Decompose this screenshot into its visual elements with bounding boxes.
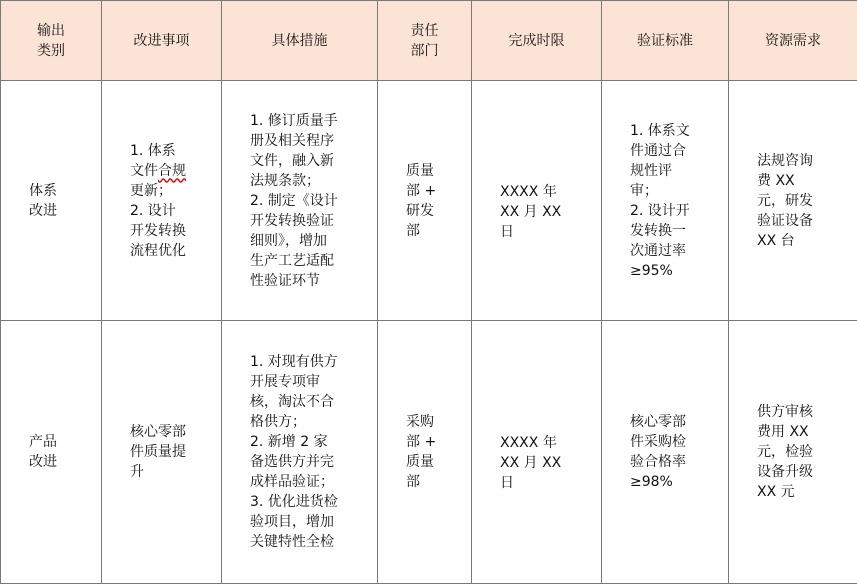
cell-line: 开发转换 bbox=[130, 221, 211, 241]
cell-line: 日 bbox=[500, 222, 591, 242]
cell-line: 生产工艺适配 bbox=[250, 251, 367, 271]
row1-category-cell bbox=[1, 81, 102, 321]
cell-line: 核，淘汰不合 bbox=[250, 392, 367, 412]
row2-verification bbox=[602, 412, 728, 492]
cell-line: 法规条款； bbox=[250, 171, 367, 191]
header-category bbox=[1, 1, 102, 81]
cell-line: 册及相关程序 bbox=[250, 131, 367, 151]
row2-resources bbox=[729, 402, 857, 502]
header-deadline: 完成时限 bbox=[472, 1, 602, 81]
row1-verification-cell bbox=[602, 81, 729, 321]
cell-line: 设备升级 bbox=[757, 462, 847, 482]
cell-line: 2. 制定《设计 bbox=[250, 191, 367, 211]
cell-line: 部 + bbox=[406, 181, 461, 201]
cell-line: 费用 XX bbox=[757, 422, 847, 442]
row1-items-cell bbox=[102, 81, 222, 321]
cell-line: 2. 设计 bbox=[130, 201, 211, 221]
cell-line: 日 bbox=[500, 473, 591, 493]
cell-line: 部 bbox=[406, 221, 461, 241]
cell-line: 文件合规 bbox=[130, 161, 211, 181]
row1-resources bbox=[729, 151, 857, 251]
row1-items bbox=[102, 141, 221, 261]
row1-verification bbox=[602, 121, 728, 281]
cell-line: 改进 bbox=[29, 452, 91, 472]
cell-line: 元，研发 bbox=[757, 191, 847, 211]
table-row bbox=[1, 81, 857, 321]
cell-line: 费 XX bbox=[757, 171, 847, 191]
cell-line: XX 月 XX bbox=[500, 453, 591, 473]
row2-verification-cell bbox=[602, 321, 729, 584]
row2-deadline bbox=[472, 433, 601, 493]
header-measures: 具体措施 bbox=[222, 1, 378, 81]
row1-department-cell bbox=[378, 81, 472, 321]
row2-resources-cell bbox=[729, 321, 857, 584]
cell-line: 1. 体系 bbox=[130, 141, 211, 161]
header-category-line2: 类别 bbox=[1, 41, 101, 61]
cell-line: 1. 体系文 bbox=[630, 121, 718, 141]
cell-line: ≥95% bbox=[630, 261, 718, 281]
cell-line: 部 bbox=[406, 472, 461, 492]
row2-items-cell bbox=[102, 321, 222, 584]
cell-line: XX 台 bbox=[757, 231, 847, 251]
row1-measures-cell bbox=[222, 81, 378, 321]
cell-line: 采购 bbox=[406, 412, 461, 432]
row2-items bbox=[102, 422, 221, 482]
cell-line: 件质量提 bbox=[130, 442, 211, 462]
cell-line: 文件，融入新 bbox=[250, 151, 367, 171]
cell-line: 细则》，增加 bbox=[250, 231, 367, 251]
cell-line: 验项目，增加 bbox=[250, 512, 367, 532]
row1-deadline bbox=[472, 182, 601, 242]
cell-line: 备选供方并完 bbox=[250, 452, 367, 472]
cell-line: 2. 设计开 bbox=[630, 201, 718, 221]
row2-category-cell bbox=[1, 321, 102, 584]
cell-line: 发转换一 bbox=[630, 221, 718, 241]
header-items: 改进事项 bbox=[102, 1, 222, 81]
cell-line: 验证设备 bbox=[757, 211, 847, 231]
cell-line: 开展专项审 bbox=[250, 372, 367, 392]
cell-line: 研发 bbox=[406, 201, 461, 221]
header-verification: 验证标准 bbox=[602, 1, 729, 81]
cell-line: 法规咨询 bbox=[757, 151, 847, 171]
cell-line: 规性评 bbox=[630, 161, 718, 181]
cell-line: 1. 修订质量手 bbox=[250, 111, 367, 131]
cell-line: 性验证环节 bbox=[250, 271, 367, 291]
cell-line: 供方审核 bbox=[757, 402, 847, 422]
row1-department bbox=[378, 161, 471, 241]
header-category-line1: 输出 bbox=[1, 21, 101, 41]
row2-measures bbox=[222, 352, 377, 552]
table-row bbox=[1, 321, 857, 584]
row2-deadline-cell bbox=[472, 321, 602, 584]
header-row bbox=[1, 1, 857, 81]
row2-measures-cell bbox=[222, 321, 378, 584]
cell-line: 次通过率 bbox=[630, 241, 718, 261]
cell-line: XXXX 年 bbox=[500, 433, 591, 453]
cell-line: 开发转换验证 bbox=[250, 211, 367, 231]
cell-line: 部 + bbox=[406, 432, 461, 452]
cell-line: 元，检验 bbox=[757, 442, 847, 462]
cell-line: ≥98% bbox=[630, 472, 718, 492]
row1-measures bbox=[222, 111, 377, 291]
cell-line: 2. 新增 2 家 bbox=[250, 432, 367, 452]
cell-line: 产品 bbox=[29, 432, 91, 452]
spellcheck-underline: 合规 bbox=[158, 163, 186, 179]
cell-line: 更新； bbox=[130, 181, 211, 201]
row1-category bbox=[1, 181, 101, 221]
header-resources: 资源需求 bbox=[729, 1, 857, 81]
cell-line: 件通过合 bbox=[630, 141, 718, 161]
row1-deadline-cell bbox=[472, 81, 602, 321]
cell-line: XX 月 XX bbox=[500, 202, 591, 222]
cell-line: 核心零部 bbox=[130, 422, 211, 442]
cell-line: XX 元 bbox=[757, 482, 847, 502]
cell-line: 体系 bbox=[29, 181, 91, 201]
cell-line: 质量 bbox=[406, 161, 461, 181]
row2-department bbox=[378, 412, 471, 492]
cell-line: 格供方； bbox=[250, 412, 367, 432]
cell-line: 核心零部 bbox=[630, 412, 718, 432]
header-department-line2: 部门 bbox=[378, 41, 471, 61]
cell-line: 3. 优化进货检 bbox=[250, 492, 367, 512]
header-department-line1: 责任 bbox=[378, 21, 471, 41]
cell-line: 改进 bbox=[29, 201, 91, 221]
header-department bbox=[378, 1, 472, 81]
cell-line: 1. 对现有供方 bbox=[250, 352, 367, 372]
cell-line: 流程优化 bbox=[130, 241, 211, 261]
cell-line: 件采购检 bbox=[630, 432, 718, 452]
row2-department-cell bbox=[378, 321, 472, 584]
cell-line: 验合格率 bbox=[630, 452, 718, 472]
cell-line: 成样品验证； bbox=[250, 472, 367, 492]
cell-line: 质量 bbox=[406, 452, 461, 472]
row1-resources-cell bbox=[729, 81, 857, 321]
row2-category bbox=[1, 432, 101, 472]
cell-line: XXXX 年 bbox=[500, 182, 591, 202]
cell-line: 审； bbox=[630, 181, 718, 201]
cell-line: 升 bbox=[130, 462, 211, 482]
cell-line: 关键特性全检 bbox=[250, 532, 367, 552]
